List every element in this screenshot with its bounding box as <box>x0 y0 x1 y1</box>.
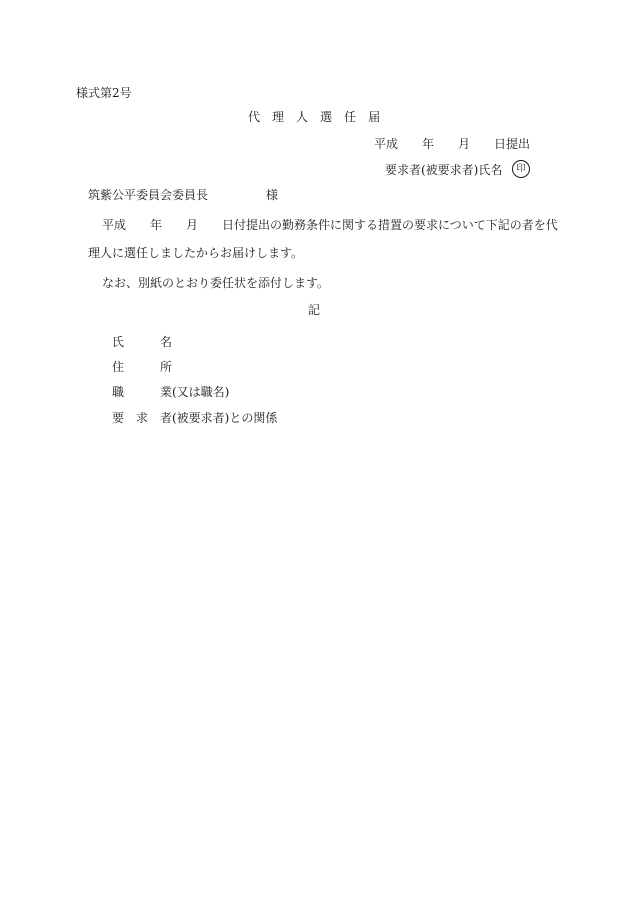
date-day-submitted: 日提出 <box>494 137 531 151</box>
item-label-address: 住 <box>112 360 125 374</box>
document-title <box>248 110 380 124</box>
title-char: 理 <box>272 110 285 124</box>
item-value-occupation: 業(又は職名) <box>160 385 230 399</box>
body-line-1 <box>102 218 558 232</box>
date-month: 月 <box>458 137 471 151</box>
applicant-name-label: 要求者(被要求者)氏名 <box>385 163 503 177</box>
title-char: 代 <box>248 110 261 124</box>
title-char: 任 <box>344 110 357 124</box>
date-year: 年 <box>422 137 435 151</box>
body-line-1-rest: 日付提出の勤務条件に関する措置の要求について下記の者を代 <box>222 218 558 232</box>
attachment-note: なお、別紙のとおり委任状を添付します。 <box>102 276 330 290</box>
item-label-relation: 要 求 <box>112 411 149 425</box>
item-value-name: 名 <box>160 335 173 349</box>
item-label-occupation: 職 <box>112 385 125 399</box>
form-number: 様式第2号 <box>76 86 132 100</box>
title-char: 届 <box>368 110 381 124</box>
title-char: 選 <box>320 110 333 124</box>
item-label-name: 氏 <box>112 335 125 349</box>
body-era: 平成 <box>102 218 127 232</box>
body-year: 年 <box>150 218 163 232</box>
seal-mark: 印 <box>512 160 530 178</box>
item-value-address: 所 <box>160 360 173 374</box>
body-line-2: 理人に選任しましたからお届けします。 <box>88 246 304 260</box>
addressee-name: 筑紫公平委員会委員長 <box>88 188 209 202</box>
submission-date <box>374 137 530 151</box>
body-month: 月 <box>186 218 199 232</box>
ki-heading: 記 <box>308 303 321 317</box>
title-char: 人 <box>296 110 309 124</box>
date-era: 平成 <box>374 137 399 151</box>
addressee-honorific: 様 <box>266 188 279 202</box>
item-value-relation: 者(被要求者)との関係 <box>160 411 278 425</box>
